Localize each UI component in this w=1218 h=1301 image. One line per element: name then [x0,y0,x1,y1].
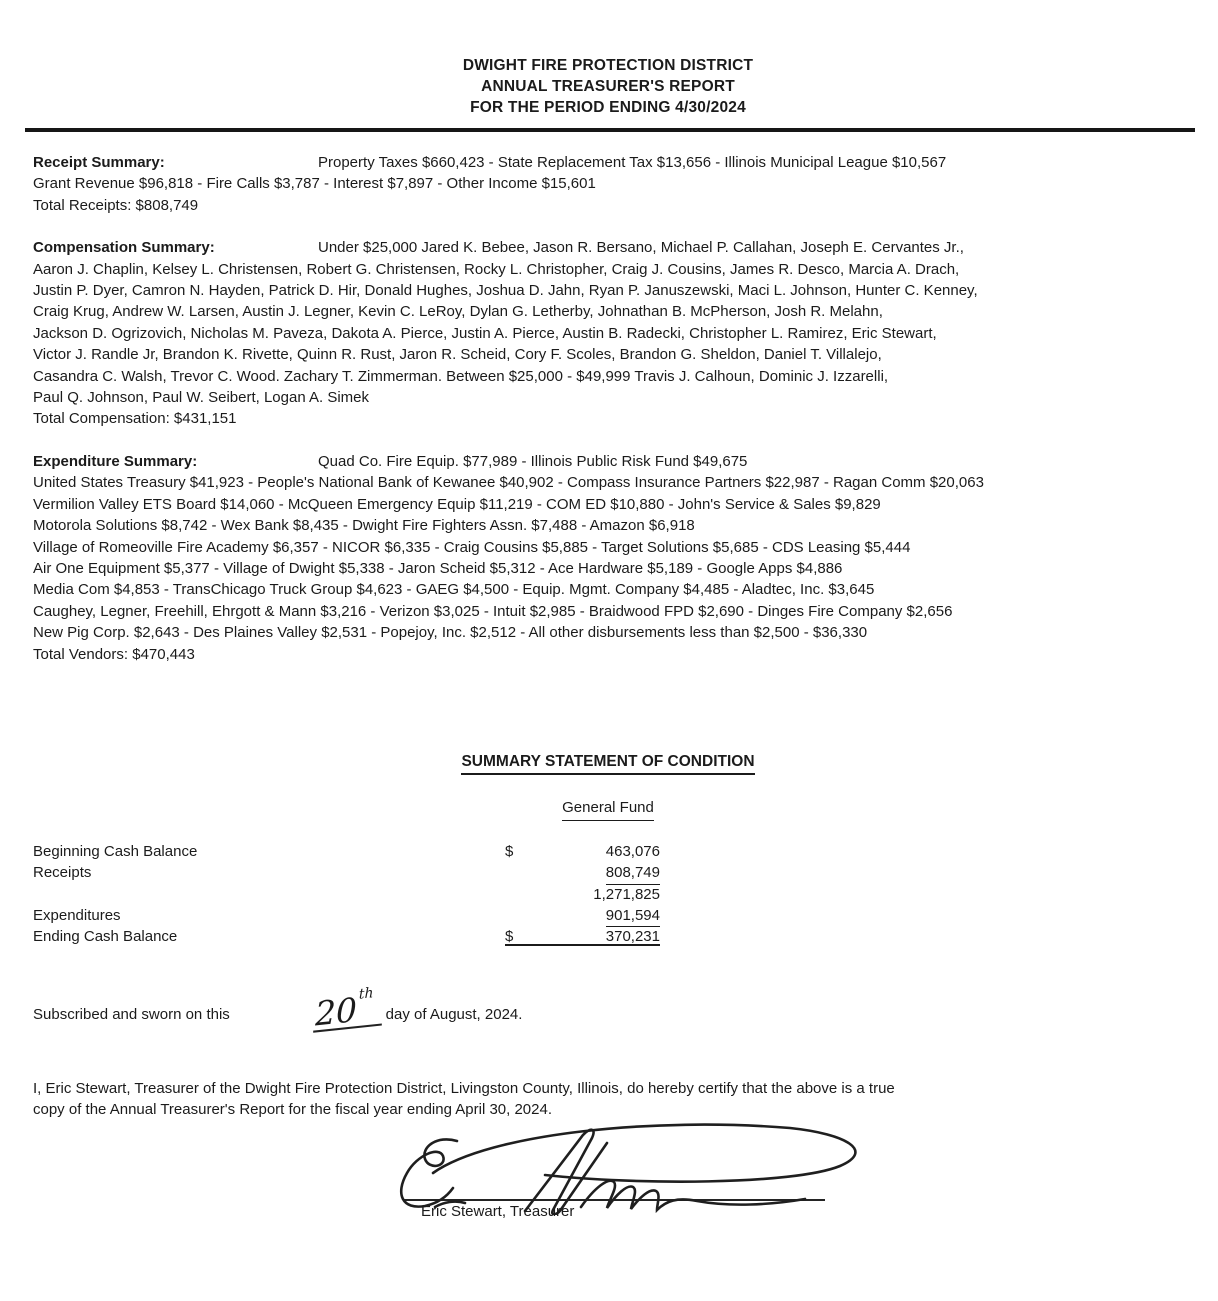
row-value: 808,749 [606,862,660,884]
expenditure-summary-text: Quad Co. Fire Equip. $77,989 - Illinois Public Risk Fund $49,675 [318,452,748,470]
row-label [33,884,505,905]
sworn-suffix: day of August, 2024. [385,1005,523,1023]
compensation-line: Aaron J. Chaplin, Kelsey L. Christensen, Robert G. Christensen, Rocky L. Christopher, Craig J. Cousins, James R. Desco, Marcia A. Drach, [33,260,960,278]
compensation-summary-label: Compensation Summary: [33,239,215,257]
table-row-receipts [33,862,660,883]
expenditure-line: Caughey, Legner, Freehill, Ehrgott & Mann $3,216 - Verizon $3,025 - Intuit $2,985 - Braidwood FPD $2,690 - Dinges Fire Company $2,656 [33,602,953,620]
row-label: Beginning Cash Balance [33,842,198,860]
expenditure-line: Motorola Solutions $8,742 - Wex Bank $8,435 - Dwight Fire Fighters Assn. $7,488 - Amazon $6,918 [33,517,695,535]
table-row-ending-balance [33,926,660,947]
row-label: Receipts [33,864,92,882]
table-row-subtotal [33,884,660,905]
row-value: 370,231 [605,928,660,946]
compensation-summary-text: Under $25,000 Jared K. Bebee, Jason R. Bersano, Michael P. Callahan, Joseph E. Cervantes Jr., [318,239,964,257]
general-fund-heading: General Fund [33,797,1183,820]
signer-name: Eric Stewart, Treasurer [421,1202,575,1220]
expenditure-line: United States Treasury $41,923 - People's National Bank of Kewanee $40,902 - Compass Insurance Partners $22,987 - Ragan Comm $20,063 [33,474,984,492]
row-value: 463,076 [605,842,660,860]
row-value: 901,594 [606,905,660,927]
row-value: 1,271,825 [593,885,660,903]
compensation-line: Craig Krug, Andrew W. Larsen, Austin J. Legner, Kevin C. LeRoy, Dylan G. Letherby, Johnathan B. McPherson, Josh R. Melahn, [33,303,883,321]
row-label: Ending Cash Balance [33,928,178,946]
period-title: FOR THE PERIOD ENDING 4/30/2024 [470,99,746,116]
condition-table [33,841,660,948]
compensation-line: Justin P. Dyer, Camron N. Hayden, Patrick D. Hir, Donald Hughes, Joshua D. Jahn, Ryan P. Januszewski, Maci L. Johnson, Hunter C. Kenney, [33,282,978,300]
table-row-expenditures [33,905,660,926]
expenditure-summary-section [33,451,1183,665]
receipt-summary-section [33,152,1183,216]
signature-block [385,1115,925,1222]
total-vendors: Total Vendors: $470,443 [33,645,195,663]
total-receipts: Total Receipts: $808,749 [33,196,199,214]
expenditure-line: Vermilion Valley ETS Board $14,060 - McQueen Emergency Equip $11,219 - COM ED $10,880 - John's Service & Sales $9,829 [33,495,881,513]
expenditure-line: New Pig Corp. $2,643 - Des Plaines Valley $2,531 - Popejoy, Inc. $2,512 - All other disbursements less than $2,500 - $36,330 [33,624,868,642]
currency-sign: $ [505,928,514,946]
currency-sign: $ [505,842,514,860]
compensation-summary-section [33,237,1183,430]
compensation-line: Paul Q. Johnson, Paul W. Seibert, Logan A. Simek [33,389,370,407]
expenditure-summary-label: Expenditure Summary: [33,452,198,470]
expenditure-line: Village of Romeoville Fire Academy $6,357 - NICOR $6,335 - Craig Cousins $5,885 - Target Solutions $5,685 - CDS Leasing $5,444 [33,538,911,556]
report-title: ANNUAL TREASURER'S REPORT [481,78,735,95]
row-label: Expenditures [33,906,121,924]
total-compensation: Total Compensation: $431,151 [33,410,237,428]
table-row-beginning-balance [33,841,660,862]
header-rule [25,128,1195,132]
statement-of-condition-title: SUMMARY STATEMENT OF CONDITION [33,751,1183,775]
expenditure-line: Air One Equipment $5,377 - Village of Dwight $5,338 - Jaron Scheid $5,312 - Ace Hardware $5,189 - Google Apps $4,886 [33,559,843,577]
receipt-summary-line: Grant Revenue $96,818 - Fire Calls $3,787 - Interest $7,897 - Other Income $15,601 [33,175,596,193]
receipt-summary-label: Receipt Summary: [33,154,165,171]
certification-line: copy of the Annual Treasurer's Report for the fiscal year ending April 30, 2024. [33,1101,553,1119]
compensation-line: Jackson D. Ogrizovich, Nicholas M. Paveza, Dakota A. Pierce, Justin A. Pierce, Austin B. Radecki, Christopher L. Ramirez, Eric Stewart, [33,324,937,342]
district-title: DWIGHT FIRE PROTECTION DISTRICT [462,57,754,74]
expenditure-line: Media Com $4,853 - TransChicago Truck Group $4,623 - GAEG $4,500 - Equip. Mgmt. Company $4,485 - Aladtec, Inc. $3,645 [33,581,875,599]
day-suffix: th [358,984,374,1003]
receipt-summary-text: Property Taxes $660,423 - State Replacement Tax $13,656 - Illinois Municipal League $10,567 [318,154,947,171]
sworn-prefix: Subscribed and sworn on this [33,1005,230,1023]
sworn-statement-line [33,984,1183,1034]
compensation-line: Casandra C. Walsh, Trevor C. Wood. Zachary T. Zimmerman. Between $25,000 - $49,999 Travis J. Calhoun, Dominic J. Izzarelli, [33,367,889,385]
compensation-line: Victor J. Randle Jr, Brandon K. Rivette, Quinn R. Rust, Jaron R. Scheid, Cory F. Scoles, Brandon G. Sheldon, Daniel T. Villalejo, [33,346,882,364]
certification-line: I, Eric Stewart, Treasurer of the Dwight Fire Protection District, Livingston County, Illinois, do hereby certify that the above is a true [33,1079,895,1097]
document-header [33,55,1183,118]
handwritten-day: 20 $^{th}$ [313,987,381,1032]
